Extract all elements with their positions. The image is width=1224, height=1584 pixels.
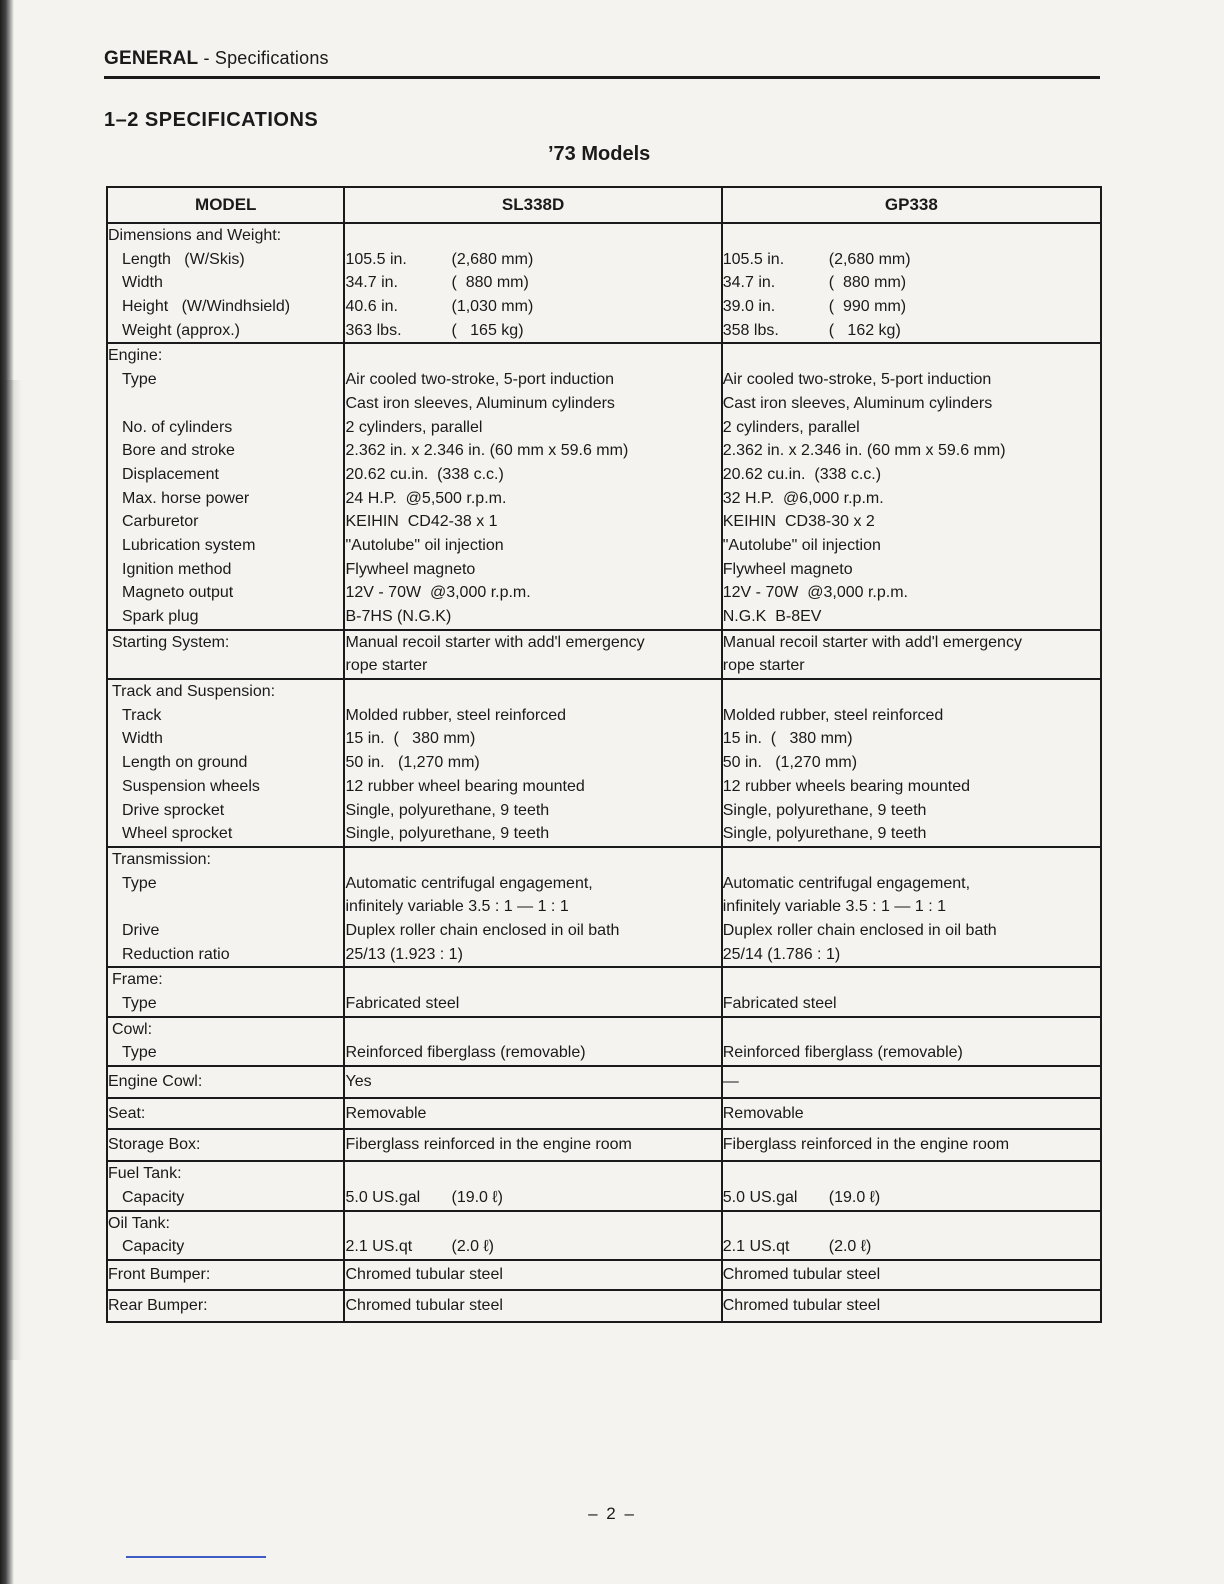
sl338d-cell [344, 1129, 721, 1161]
value: infinitely variable 3.5 : 1 — 1 : 1 [345, 898, 569, 916]
sl338d-cell [344, 967, 721, 1016]
row-label: Width [122, 274, 163, 292]
label-cell [107, 223, 344, 343]
sl338d-cell [344, 1098, 721, 1130]
label-cell [107, 1098, 344, 1130]
value: 105.5 in. [345, 250, 407, 268]
row-label: Capacity [122, 1188, 185, 1206]
label-cell [107, 679, 344, 847]
row-label: Type [122, 1044, 157, 1062]
row-label: Spark plug [122, 608, 199, 625]
row-label: Displacement [122, 465, 219, 483]
label-cell [107, 1066, 344, 1098]
value-metric: ( 990 mm) [828, 298, 907, 316]
label-cell [107, 630, 344, 679]
page-number: – 2 – [588, 1504, 636, 1523]
gp338-cell [722, 1290, 1101, 1323]
sl338d-cell [344, 1017, 721, 1066]
header-section: GENERAL [104, 48, 199, 69]
value: Cast iron sleeves, Aluminum cylinders [345, 394, 615, 412]
value-metric: (1,030 mm) [451, 298, 534, 316]
group-heading: Oil Tank: [108, 1214, 170, 1232]
row-label [108, 895, 343, 919]
row-label: Wheel sprocket [122, 825, 233, 843]
value: Single, polyurethane, 9 teeth [345, 825, 550, 843]
value-metric: (19.0 ℓ) [451, 1188, 503, 1206]
column-header-model: MODEL [107, 187, 344, 223]
gp338-cell [722, 1260, 1101, 1290]
row-label: Track [122, 706, 162, 724]
gp338-cell [722, 679, 1101, 847]
row-label: Rear Bumper: [108, 1296, 208, 1314]
row-label: Bore and stroke [122, 442, 235, 460]
value: Reinforced fiberglass (removable) [722, 1044, 963, 1062]
label-cell [107, 967, 344, 1016]
value: "Autolube" oil injection [722, 536, 881, 554]
table-row-frame [107, 967, 1101, 1016]
sl338d-cell [344, 1211, 721, 1260]
label-cell [107, 1161, 344, 1210]
header-subsection: - Specifications [203, 48, 329, 68]
value: 5.0 US.gal [345, 1188, 421, 1206]
value: Molded rubber, steel reinforced [722, 706, 944, 724]
column-header-sl338d: SL338D [344, 187, 721, 223]
table-row-transmission [107, 847, 1101, 967]
value: Chromed tubular steel [345, 1265, 503, 1283]
row-label: Lubrication system [122, 536, 256, 554]
label-cell [107, 1017, 344, 1066]
specifications-table [106, 186, 1102, 1323]
value-metric: ( 880 mm) [828, 274, 907, 292]
footer-link-line [126, 1556, 266, 1558]
value: 20.62 cu.in. (338 c.c.) [345, 465, 504, 483]
value: 40.6 in. [345, 298, 398, 316]
value: — [722, 1073, 739, 1091]
value-metric: ( 880 mm) [451, 274, 529, 292]
row-label: Type [122, 995, 157, 1012]
table-row-oil-tank [107, 1211, 1101, 1260]
table-row-cowl [107, 1017, 1101, 1066]
value: N.G.K B-8EV [722, 608, 822, 625]
value: 25/14 (1.786 : 1) [722, 945, 841, 963]
gp338-cell [722, 1017, 1101, 1066]
value: Manual recoil starter with add'l emergency [345, 633, 645, 651]
value: 2.1 US.qt [345, 1238, 413, 1256]
value: Manual recoil starter with add'l emergency [722, 633, 1022, 651]
row-label: Engine Cowl: [108, 1073, 203, 1091]
row-label: Seat: [108, 1104, 146, 1122]
value: Automatic centrifugal engagement, [345, 874, 593, 892]
value: 105.5 in. [722, 250, 785, 268]
value: 12V - 70W @3,000 r.p.m. [722, 584, 908, 602]
table-row-engine [107, 343, 1101, 629]
gp338-cell [722, 1098, 1101, 1130]
table-row-storage-box [107, 1129, 1101, 1161]
value: 15 in. ( 380 mm) [345, 730, 476, 748]
gp338-cell [722, 847, 1101, 967]
row-label: Weight (approx.) [122, 321, 240, 339]
row-label: Type [122, 874, 157, 892]
row-label: Height (W/Windhsield) [122, 298, 291, 316]
value: 12 rubber wheel bearing mounted [345, 777, 585, 795]
row-label: Drive sprocket [122, 801, 225, 819]
value: Reinforced fiberglass (removable) [345, 1044, 586, 1062]
value: 15 in. ( 380 mm) [722, 730, 853, 748]
value-metric: (2.0 ℓ) [828, 1238, 872, 1256]
group-heading: Cowl: [112, 1020, 153, 1038]
value: Automatic centrifugal engagement, [722, 874, 971, 892]
row-label [108, 392, 343, 416]
row-label: Max. horse power [122, 489, 250, 507]
group-heading: Track and Suspension: [112, 683, 276, 701]
value-metric: (2.0 ℓ) [451, 1238, 494, 1256]
value: Single, polyurethane, 9 teeth [722, 825, 927, 843]
gp338-cell [722, 1129, 1101, 1161]
value: KEIHIN CD42-38 x 1 [345, 513, 498, 531]
table-row-engine-cowl [107, 1066, 1101, 1098]
row-label: No. of cylinders [122, 418, 233, 436]
row-label: Type [122, 371, 157, 389]
value: 34.7 in. [345, 274, 398, 292]
value: 358 lbs. [722, 321, 779, 339]
value: rope starter [345, 657, 428, 675]
sl338d-cell [344, 1260, 721, 1290]
table-row-rear-bumper [107, 1290, 1101, 1323]
value: Chromed tubular steel [345, 1296, 503, 1314]
value: 20.62 cu.in. (338 c.c.) [722, 465, 882, 483]
value: 34.7 in. [722, 274, 776, 292]
value: Flywheel magneto [345, 560, 476, 578]
table-row-front-bumper [107, 1260, 1101, 1290]
group-heading: Engine: [108, 347, 163, 365]
gp338-cell [722, 1211, 1101, 1260]
section-title: 1–2 SPECIFICATIONS [104, 109, 319, 131]
group-heading: Transmission: [112, 850, 211, 868]
sl338d-cell [344, 1290, 721, 1323]
value: Cast iron sleeves, Aluminum cylinders [722, 394, 993, 412]
value: Chromed tubular steel [722, 1265, 881, 1283]
value: 2.362 in. x 2.346 in. (60 mm x 59.6 mm) [345, 442, 629, 460]
value: 2.1 US.qt [722, 1238, 790, 1256]
value: Molded rubber, steel reinforced [345, 706, 567, 724]
group-heading: Dimensions and Weight: [108, 227, 282, 244]
table-row-track-suspension [107, 679, 1101, 847]
value: Removable [345, 1104, 427, 1122]
value: 24 H.P. @5,500 r.p.m. [345, 489, 507, 507]
row-label: Suspension wheels [122, 777, 260, 795]
table-row-fuel-tank [107, 1161, 1101, 1210]
sl338d-cell [344, 847, 721, 967]
value: Fiberglass reinforced in the engine room [345, 1136, 632, 1154]
label-cell [107, 1260, 344, 1290]
row-label: Storage Box: [108, 1136, 201, 1154]
group-heading: Frame: [112, 971, 163, 989]
label-cell [107, 847, 344, 967]
value-metric: ( 162 kg) [828, 321, 901, 339]
group-heading: Starting System: [112, 633, 230, 651]
value-metric: ( 165 kg) [451, 321, 524, 339]
row-label: Length (W/Skis) [122, 250, 245, 268]
label-cell [107, 343, 344, 629]
value: 32 H.P. @6,000 r.p.m. [722, 489, 884, 507]
value: Removable [722, 1104, 804, 1122]
value: 2 cylinders, parallel [722, 418, 860, 436]
sl338d-cell [344, 1066, 721, 1098]
row-label: Ignition method [122, 560, 232, 578]
row-label: Width [122, 730, 163, 748]
value: Fabricated steel [345, 995, 460, 1012]
row-label: Drive [122, 921, 160, 939]
row-label: Length on ground [122, 754, 248, 772]
value: Single, polyurethane, 9 teeth [345, 801, 550, 819]
page-curl-shadow [0, 380, 22, 1360]
row-label: Front Bumper: [108, 1265, 211, 1283]
table-header-row [107, 187, 1101, 223]
value: 5.0 US.gal [722, 1188, 798, 1206]
gp338-cell [722, 630, 1101, 679]
value: Duplex roller chain enclosed in oil bath [345, 921, 620, 939]
table-row-seat [107, 1098, 1101, 1130]
row-label: Magneto output [122, 584, 234, 602]
row-label: Capacity [122, 1238, 185, 1256]
value: infinitely variable 3.5 : 1 — 1 : 1 [722, 898, 946, 916]
value: Duplex roller chain enclosed in oil bath [722, 921, 997, 939]
gp338-cell [722, 223, 1101, 343]
value: Single, polyurethane, 9 teeth [722, 801, 927, 819]
value: 363 lbs. [345, 321, 402, 339]
value: 25/13 (1.923 : 1) [345, 945, 463, 963]
value: "Autolube" oil injection [345, 536, 504, 554]
header-rule [104, 76, 1100, 79]
value: Fiberglass reinforced in the engine room [722, 1136, 1010, 1154]
value: 12V - 70W @3,000 r.p.m. [345, 584, 531, 602]
label-cell [107, 1129, 344, 1161]
value: 2 cylinders, parallel [345, 418, 483, 436]
value: Air cooled two-stroke, 5-port induction [722, 371, 992, 389]
value-metric: (19.0 ℓ) [828, 1188, 881, 1206]
sl338d-cell [344, 1161, 721, 1210]
value: Chromed tubular steel [722, 1296, 881, 1314]
gp338-cell [722, 1066, 1101, 1098]
value-metric: (2,680 mm) [451, 250, 534, 268]
value: KEIHIN CD38-30 x 2 [722, 513, 875, 531]
row-label: Reduction ratio [122, 945, 230, 963]
sl338d-cell [344, 223, 721, 343]
sl338d-cell [344, 630, 721, 679]
value-metric: (2,680 mm) [828, 250, 911, 268]
table-row-dimensions [107, 223, 1101, 343]
label-cell [107, 1211, 344, 1260]
models-title: ’73 Models [548, 143, 651, 165]
value: Yes [345, 1073, 372, 1091]
value: Flywheel magneto [722, 560, 853, 578]
value: Air cooled two-stroke, 5-port induction [345, 371, 615, 389]
running-header [104, 48, 329, 70]
gp338-cell [722, 343, 1101, 629]
value: B-7HS (N.G.K) [345, 608, 452, 625]
row-label: Carburetor [122, 513, 199, 531]
value: 2.362 in. x 2.346 in. (60 mm x 59.6 mm) [722, 442, 1006, 460]
value: Fabricated steel [722, 995, 837, 1012]
sl338d-cell [344, 343, 721, 629]
value: rope starter [722, 657, 805, 675]
value: 50 in. (1,270 mm) [722, 754, 858, 772]
sl338d-cell [344, 679, 721, 847]
table-row-starting-system [107, 630, 1101, 679]
value: 12 rubber wheels bearing mounted [722, 777, 971, 795]
gp338-cell [722, 1161, 1101, 1210]
group-heading: Fuel Tank: [108, 1165, 182, 1183]
value: 50 in. (1,270 mm) [345, 754, 480, 772]
value: 39.0 in. [722, 298, 776, 316]
gp338-cell [722, 967, 1101, 1016]
column-header-gp338: GP338 [722, 187, 1101, 223]
label-cell [107, 1290, 344, 1323]
